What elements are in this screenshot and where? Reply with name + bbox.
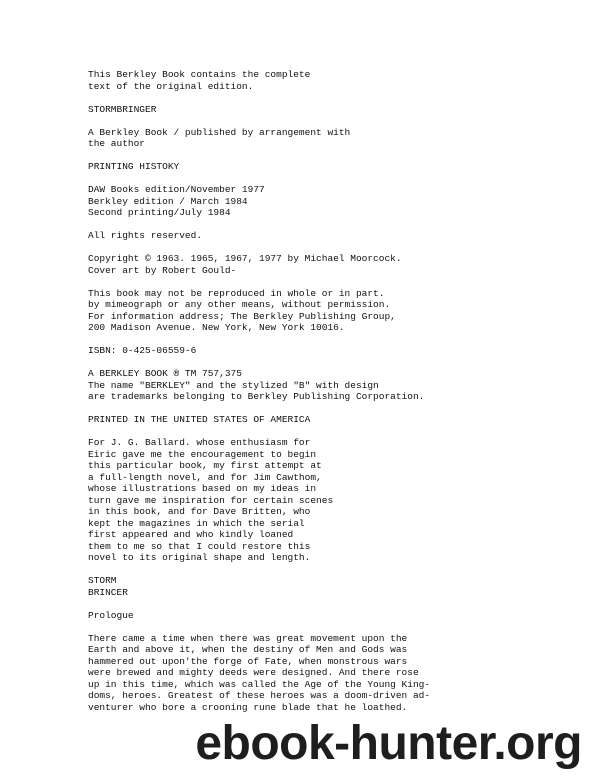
printing-history-heading: PRINTING HISTOKY <box>88 161 180 172</box>
edition-note-line: This Berkley Book contains the complete <box>88 69 311 80</box>
reproduction-line: by mimeograph or any other means, without permission. <box>88 299 391 310</box>
prologue-line: up in this time, which was called the Age of the Young King- <box>88 678 431 690</box>
running-title-line: STORM <box>88 575 117 586</box>
reproduction-line: This book may not be reproduced in whole or in part. <box>88 287 385 299</box>
edition-note-line: text of the original edition. <box>88 80 254 92</box>
prologue-heading: Prologue <box>88 609 134 621</box>
running-title-line: BRINCER <box>88 586 128 598</box>
printing-history-line: Second printing/July 1984 <box>88 207 231 218</box>
isbn: ISBN: 0-425-06559-6 <box>88 345 197 356</box>
trademark-line: are trademarks belonging to Berkley Publishing Corporation. <box>88 391 425 402</box>
reproduction-line: For information address; The Berkley Publishing Group, <box>88 310 396 322</box>
dedication-line: this particular book, my first attempt at <box>88 460 322 471</box>
dedication-line: For J. G. Ballard. whose enthusiasm for <box>88 437 311 448</box>
printing-history-line: Berkley edition / March 1984 <box>88 195 248 207</box>
publisher-note-line: A Berkley Book / published by arrangement with <box>88 126 351 138</box>
dedication-line: whose illustrations based on my ideas in <box>88 483 317 494</box>
prologue-line: doms, heroes. Greatest of these heroes was a doom-driven ad- <box>88 690 431 701</box>
printing-history-line: DAW Books edition/November 1977 <box>88 184 265 195</box>
prologue-line: Earth and above it, when the destiny of Men and Gods was <box>88 644 408 655</box>
reproduction-line: 200 Madison Avenue. New York, New York 10016. <box>88 322 345 333</box>
trademark-line: A BERKLEY BOOK ® TM 757,375 <box>88 368 242 379</box>
dedication-line: Eiric gave me the encouragement to begin <box>88 448 317 460</box>
trademark-line: The name "BERKLEY" and the stylized "B" with design <box>88 379 379 391</box>
book-title: STORMBRINGER <box>88 103 157 115</box>
dedication-line: in this book, and for Dave Britten, who <box>88 506 311 517</box>
cover-art-line: Cover art by Robert Gould- <box>88 264 237 276</box>
rights-line: All rights reserved. <box>88 230 203 241</box>
watermark-text: ebook-hunter.org <box>195 717 582 770</box>
prologue-line: hammered out upon'the forge of Fate, when monstrous wars <box>88 655 408 667</box>
prologue-line: venturer who bore a crooning rune blade that he loathed. <box>88 701 408 713</box>
copyright-line: Copyright © 1963. 1965, 1967, 1977 by Michael Moorcock. <box>88 253 402 264</box>
dedication-line: novel to its original shape and length. <box>88 552 311 563</box>
prologue-line: There came a time when there was great movement upon the <box>88 632 408 644</box>
dedication-line: a full-length novel, and for Jim Cawthom, <box>88 471 322 483</box>
dedication-line: kept the magazines in which the serial <box>88 517 305 529</box>
copyright-page <box>88 69 588 713</box>
publisher-note-line: the author <box>88 138 146 149</box>
printed-in-line: PRINTED IN THE UNITED STATES OF AMERICA <box>88 414 311 425</box>
prologue-line: were brewed and mighty deeds were designed. And there rose <box>88 667 419 678</box>
dedication-line: turn gave me inspiration for certain scenes <box>88 494 334 506</box>
dedication-line: them to me so that I could restore this <box>88 540 311 552</box>
dedication-line: first appeared and who kindly loaned <box>88 529 294 540</box>
